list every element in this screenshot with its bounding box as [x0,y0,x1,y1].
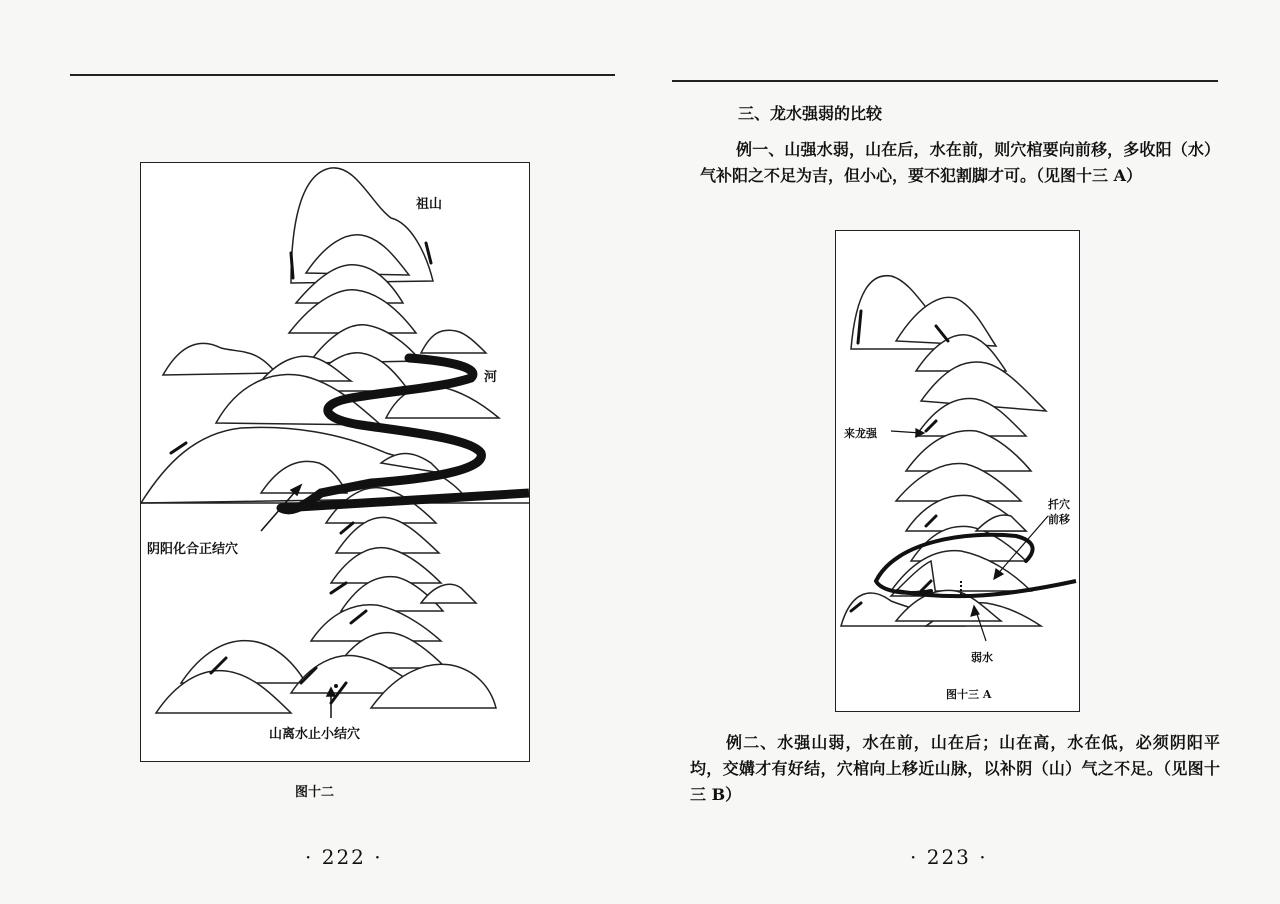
figure-12-caption: 图十二 [295,785,335,800]
left-page-number: · 222 · [305,845,383,869]
example-two-paragraph: 例二、水强山弱，水在前，山在后；山在高，水在低，必须阴阳平均，交媾才有好结，穴棺向上移近山脉，以补阴（山）气之不足。（见图十三 B） [690,733,1220,804]
label-qianyi: 前移 [1048,513,1070,526]
label-qianxue: 扦穴 [1048,498,1070,511]
figure-12 [140,162,530,762]
label-lailong: 来龙强 [844,427,877,440]
left-top-rule [70,74,615,76]
label-shanli: 山离水止小结穴 [269,727,361,742]
section-heading: 三、龙水强弱的比较 [738,104,883,123]
label-ruoshui: 弱水 [971,651,993,664]
figure-13a-caption: 图十三 A [946,688,992,701]
label-he: 河 [484,370,498,385]
figure-12-illustration [141,163,529,761]
example-one-paragraph: 例一、山强水弱，山在后，水在前，则穴棺要向前移，多收阳（水）气补阳之不足为吉，但小心，要不犯割脚才可。（见图十三 A） [700,140,1220,185]
label-zushan: 祖山 [416,197,443,212]
figure-13a [835,230,1080,712]
figure-13a-illustration [836,231,1079,711]
right-top-rule [672,80,1218,82]
label-yinyang: 阴阳化合正结穴 [147,542,239,557]
right-page-number: · 223 · [910,845,988,869]
